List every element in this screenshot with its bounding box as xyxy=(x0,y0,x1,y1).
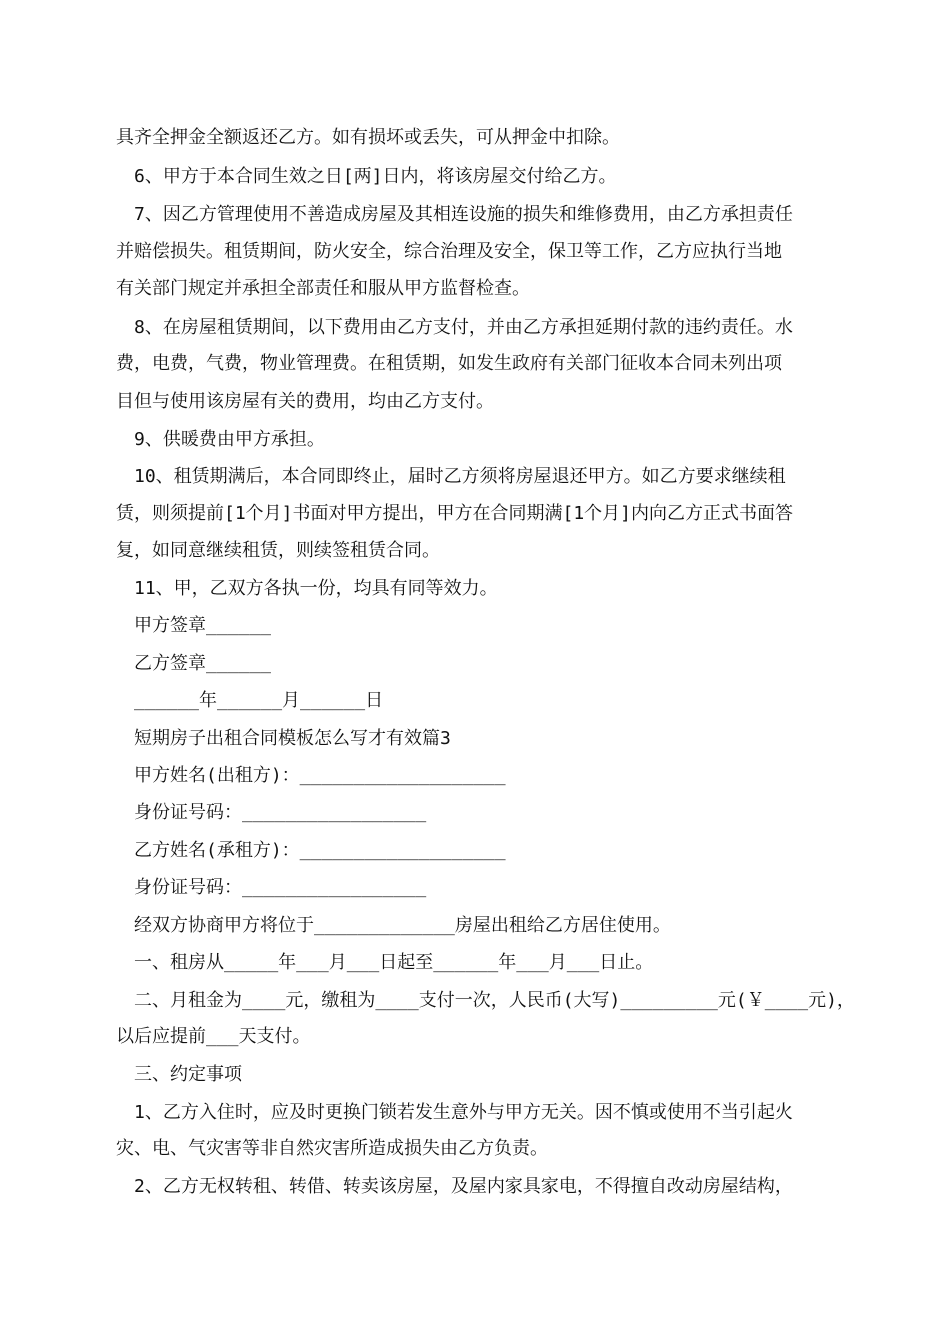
paragraph-line: 并赔偿损失。租赁期间，防火安全，综合治理及安全，保卫等工作，乙方应执行当地 xyxy=(116,241,782,262)
property-location: 经双方协商甲方将位于_____________房屋出租给乙方居住使用。 xyxy=(134,915,671,936)
party-b-name-field: 乙方姓名(承租方)：___________________ xyxy=(134,840,506,861)
term-2-monthly-rent: 二、月租金为____元，缴租为____支付一次，人民币(大写)_________元(￥____元)， xyxy=(134,990,855,1011)
signature-date: ______年______月______日 xyxy=(134,690,384,711)
agreed-item-2: 2、乙方无权转租、转借、转卖该房屋，及屋内家具家电，不得擅自改动房屋结构， xyxy=(134,1176,793,1197)
clause-11: 11、甲，乙双方各执一份，均具有同等效力。 xyxy=(134,578,498,599)
paragraph-line: 灾、电、气灾害等非自然灾害所造成损失由乙方负责。 xyxy=(116,1138,548,1159)
paragraph-line: 以后应提前___天支付。 xyxy=(116,1026,311,1047)
party-b-id-field: 身份证号码：_________________ xyxy=(134,877,427,898)
party-a-signature: 甲方签章______ xyxy=(134,615,272,636)
party-a-id-field: 身份证号码：_________________ xyxy=(134,802,427,823)
party-a-name-field: 甲方姓名(出租方)：___________________ xyxy=(134,765,506,786)
clause-9: 9、供暖费由甲方承担。 xyxy=(134,429,325,450)
agreed-item-1: 1、乙方入住时，应及时更换门锁若发生意外与甲方无关。因不慎或使用不当引起火 xyxy=(134,1102,793,1123)
term-1-rental-period: 一、租房从_____年___月___日起至______年___月___日止。 xyxy=(134,952,654,973)
paragraph-line: 赁，则须提前[1个月]书面对甲方提出，甲方在合同期满[1个月]内向乙方正式书面答 xyxy=(116,503,794,524)
clause-10: 10、租赁期满后，本合同即终止，届时乙方须将房屋退还甲方。如乙方要求继续租 xyxy=(134,466,786,487)
party-b-signature: 乙方签章______ xyxy=(134,653,272,674)
paragraph-line: 费，电费，气费，物业管理费。在租赁期，如发生政府有关部门征收本合同未列出项 xyxy=(116,353,782,374)
paragraph-line: 复，如同意继续租赁，则续签租赁合同。 xyxy=(116,540,440,561)
clause-7: 7、因乙方管理使用不善造成房屋及其相连设施的损失和维修费用，由乙方承担责任 xyxy=(134,204,793,225)
section-title: 短期房子出租合同模板怎么写才有效篇3 xyxy=(134,728,451,749)
clause-6: 6、甲方于本合同生效之日[两]日内，将该房屋交付给乙方。 xyxy=(134,166,617,187)
paragraph-line: 目但与使用该房屋有关的费用，均由乙方支付。 xyxy=(116,391,494,412)
paragraph-line: 有关部门规定并承担全部责任和服从甲方监督检查。 xyxy=(116,278,530,299)
clause-8: 8、在房屋租赁期间，以下费用由乙方支付，并由乙方承担延期付款的违约责任。水 xyxy=(134,317,793,338)
term-3-heading: 三、约定事项 xyxy=(134,1064,242,1085)
paragraph-line: 具齐全押金全额返还乙方。如有损坏或丢失，可从押金中扣除。 xyxy=(116,127,620,148)
